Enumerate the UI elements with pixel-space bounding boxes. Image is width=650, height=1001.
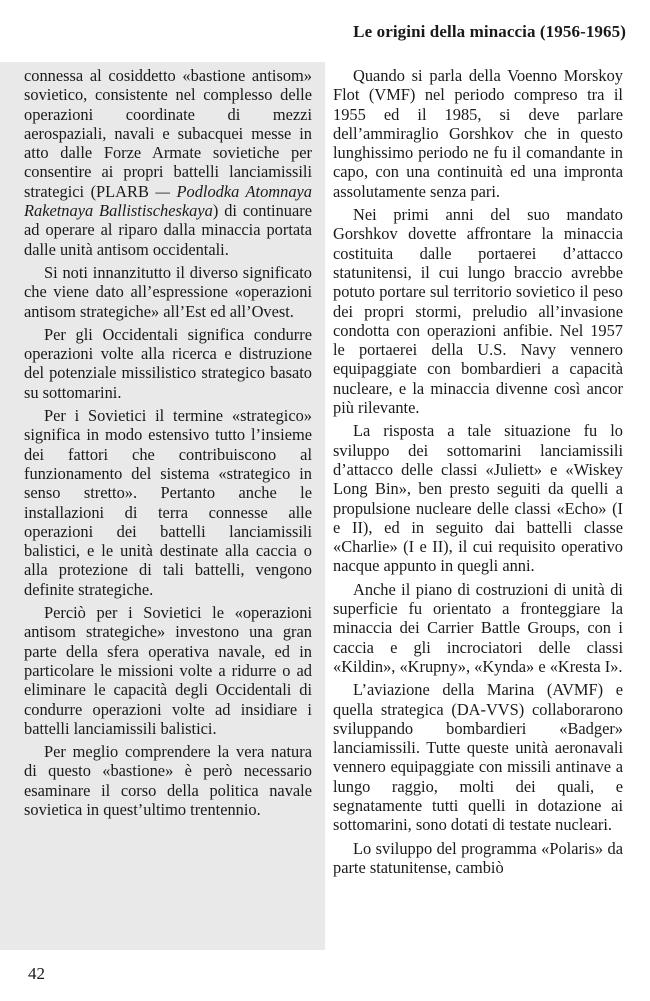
running-title: Le origini della minaccia (1956-1965) — [353, 22, 626, 41]
page-header — [0, 0, 650, 62]
paragraph-text: ) di continuare ad operare al riparo dalla minaccia portata dalle unità antisom occidentali. — [24, 201, 312, 259]
paragraph: Quando si parla della Voenno Morskoy Flot (VMF) nel periodo compreso tra il 1955 ed il 1985, si deve parlare dell’ammiraglio Gorshkov che in questo lunghissimo periodo ne fu il comandante in capo, con una continuità ed una impronta assolutamente senza pari. — [333, 66, 623, 201]
paragraph: Per meglio comprendere la vera natura di questo «bastione» è però necessario esaminare il corso della politica navale sovietica in quest’ultimo trentennio. — [24, 742, 312, 819]
paragraph: Perciò per i Sovietici le «operazioni antisom strategiche» investono una gran parte della sfera operativa navale, ed in particolare le missioni volte a ridurre o ad eliminare le capacità degli Occidentali di condurre operazioni volte ad insidiare i battelli lanciamissili balistici. — [24, 603, 312, 738]
page-number: 42 — [28, 964, 45, 983]
paragraph: Si noti innanzitutto il diverso significato che viene dato all’espressione «operazioni antisom strategiche» all’Est ed all’Ovest. — [24, 262, 312, 321]
paragraph: Anche il piano di costruzioni di unità di superficie fu orientato a fronteggiare la minaccia dei Carrier Battle Groups, con i caccia e gli incrociatori delle classi «Kildin», «Krupny», «Kynda» e «Kresta I». — [333, 579, 623, 676]
paragraph-text: connessa al cosiddetto «bastione antisom» sovietico, consistente nel complesso delle operazioni coordinate di mezzi aerospaziali, navali e subacquei messe in atto dalle Forze Armate sovietiche per consentire ai propri battelli lanciamissili strategici (PLARB — [24, 66, 312, 201]
paragraph: Per gli Occidentali significa condurre operazioni volte alla ricerca e distruzione del potenziale missilistico strategico basato su sottomarini. — [24, 324, 312, 402]
paragraph: Nei primi anni del suo mandato Gorshkov dovette affrontare la minaccia costituita dalle portaerei d’attacco statunitensi, il cui lungo braccio avrebbe potuto portare sul territorio sovietico il peso dei propri stormi, preludio all’invasione condotta con operazioni anfibie. Nel 1957 le portaerei della U.S. Navy vennero equipaggiate con bombardieri a capacità nucleare, e la minaccia divenne così ancor più rilevante. — [333, 205, 623, 418]
paragraph: Per i Sovietici il termine «strategico» significa in modo estensivo tutto l’insieme dei fattori che contribuiscono al funzionamento del sistema «strategico in senso stretto». Pertanto anche le installazioni di terra connesse alle operazioni dei battelli lanciamissili balistici, e le unità destinate alla caccia o alla protezione di tali battelli, vengono definite strategiche. — [24, 406, 312, 599]
paragraph: La risposta a tale situazione fu lo sviluppo dei sottomarini lanciamissili d’attacco delle classi «Juliett» e «Wiskey Long Bin», ben presto seguiti da quelli a propulsione nucleare delle classi «Echo» (I e II), ed in seguito dai battelli classe «Charlie» (I e II), il cui requisito operativo nacque appunto in quegli anni. — [333, 421, 623, 576]
italic-term: — Podlodka Atomnaya Raketnaya Ballistischeskaya — [24, 181, 312, 221]
paragraph — [24, 66, 312, 259]
right-column — [333, 66, 623, 877]
paragraph: L’aviazione della Marina (AVMF) e quella strategica (DA-VVS) collaborarono sviluppando bombardieri «Badger» lanciamissili. Tutte queste unità aeronavali vennero equipaggiate con missili antinave a lungo raggio, molti dei quali, e segnatamente tutti quelli in dotazione ai sottomarini, sono dotati di testate nucleari. — [333, 680, 623, 835]
left-column — [24, 66, 312, 819]
paragraph: Lo sviluppo del programma «Polaris» da parte statunitense, cambiò — [333, 838, 623, 877]
